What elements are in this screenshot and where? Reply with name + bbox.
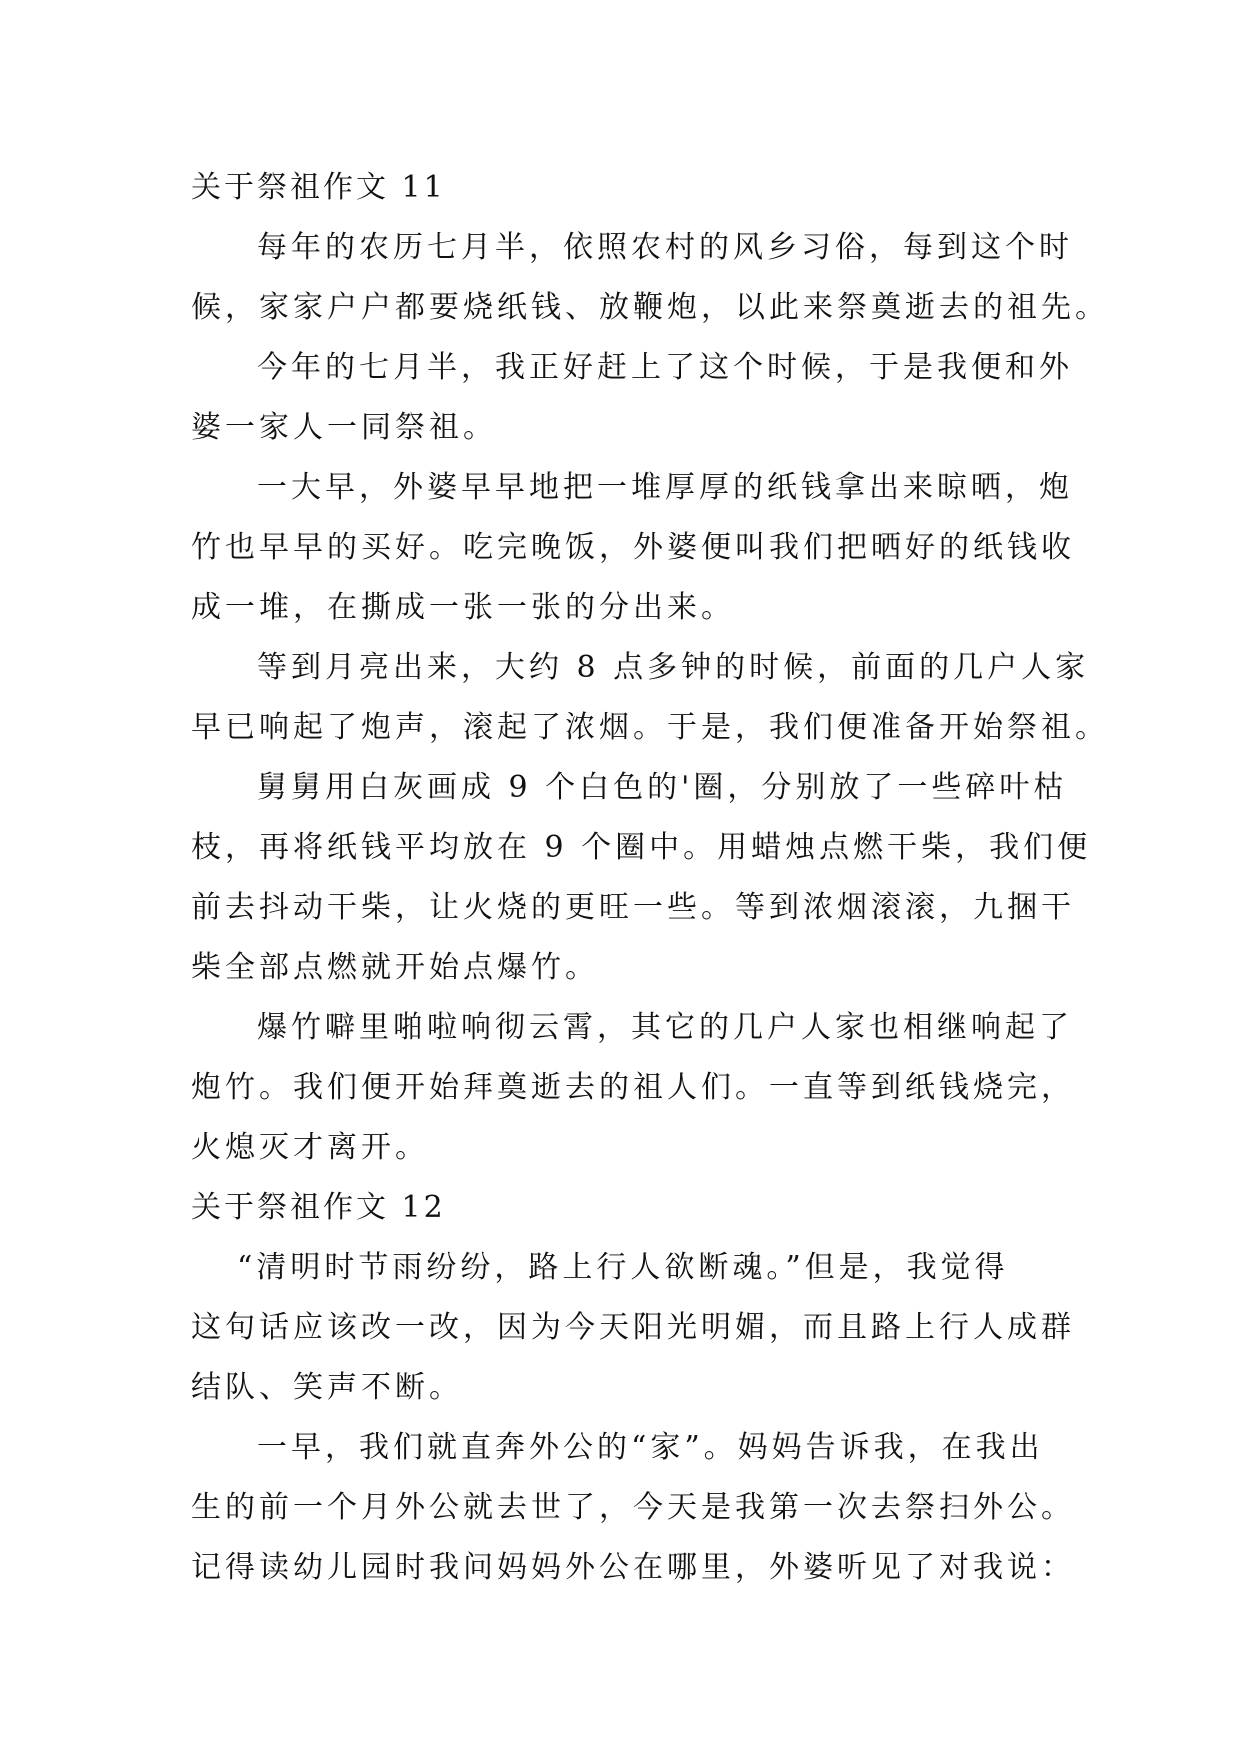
document-page bbox=[191, 158, 1109, 1598]
essay-title: 关于祭祖作文 12 bbox=[191, 1190, 446, 1225]
paragraph-line: 等到月亮出来，大约 8 点多钟的时候，前面的几户人家 bbox=[257, 650, 1090, 685]
essay-title: 关于祭祖作文 11 bbox=[191, 170, 446, 205]
paragraph-line: 候，家家户户都要烧纸钱、放鞭炮，以此来祭奠逝去的祖先。 bbox=[191, 290, 1109, 325]
paragraph-line: 记得读幼儿园时我问妈妈外公在哪里，外婆听见了对我说： bbox=[191, 1550, 1075, 1585]
paragraph-line: 枝，再将纸钱平均放在 9 个圈中。用蜡烛点燃干柴，我们便 bbox=[191, 830, 1092, 865]
paragraph-line: 一大早，外婆早早地把一堆厚厚的纸钱拿出来晾晒，炮 bbox=[257, 470, 1073, 505]
paragraph-line: 生的前一个月外公就去世了，今天是我第一次去祭扫外公。 bbox=[191, 1490, 1075, 1525]
paragraph-line: 一早，我们就直奔外公的“家”。妈妈告诉我，在我出 bbox=[257, 1430, 1044, 1465]
paragraph-line: 舅舅用白灰画成 9 个白色的'圈，分别放了一些碎叶枯 bbox=[257, 770, 1068, 805]
paragraph-line: 早已响起了炮声，滚起了浓烟。于是，我们便准备开始祭祖。 bbox=[191, 710, 1109, 745]
paragraph-line: 今年的七月半，我正好赶上了这个时候，于是我便和外 bbox=[257, 350, 1073, 385]
paragraph-line: 柴全部点燃就开始点爆竹。 bbox=[191, 950, 599, 985]
paragraph-line: 结队、笑声不断。 bbox=[191, 1370, 463, 1405]
paragraph-line: 每年的农历七月半，依照农村的风乡习俗，每到这个时 bbox=[257, 230, 1073, 265]
paragraph-line: 成一堆，在撕成一张一张的分出来。 bbox=[191, 590, 735, 625]
paragraph-line: 这句话应该改一改，因为今天阳光明媚，而且路上行人成群 bbox=[191, 1310, 1075, 1345]
paragraph-line: 火熄灭才离开。 bbox=[191, 1130, 429, 1165]
paragraph-line: 炮竹。我们便开始拜奠逝去的祖人们。一直等到纸钱烧完， bbox=[191, 1070, 1075, 1105]
paragraph-line: 前去抖动干柴，让火烧的更旺一些。等到浓烟滚滚，九捆干 bbox=[191, 890, 1075, 925]
paragraph-line: 婆一家人一同祭祖。 bbox=[191, 410, 497, 445]
paragraph-line: 竹也早早的买好。吃完晚饭，外婆便叫我们把晒好的纸钱收 bbox=[191, 530, 1075, 565]
paragraph-line: “清明时节雨纷纷，路上行人欲断魂。”但是，我觉得 bbox=[237, 1250, 1009, 1285]
paragraph-line: 爆竹噼里啪啦响彻云霄，其它的几户人家也相继响起了 bbox=[257, 1010, 1073, 1045]
